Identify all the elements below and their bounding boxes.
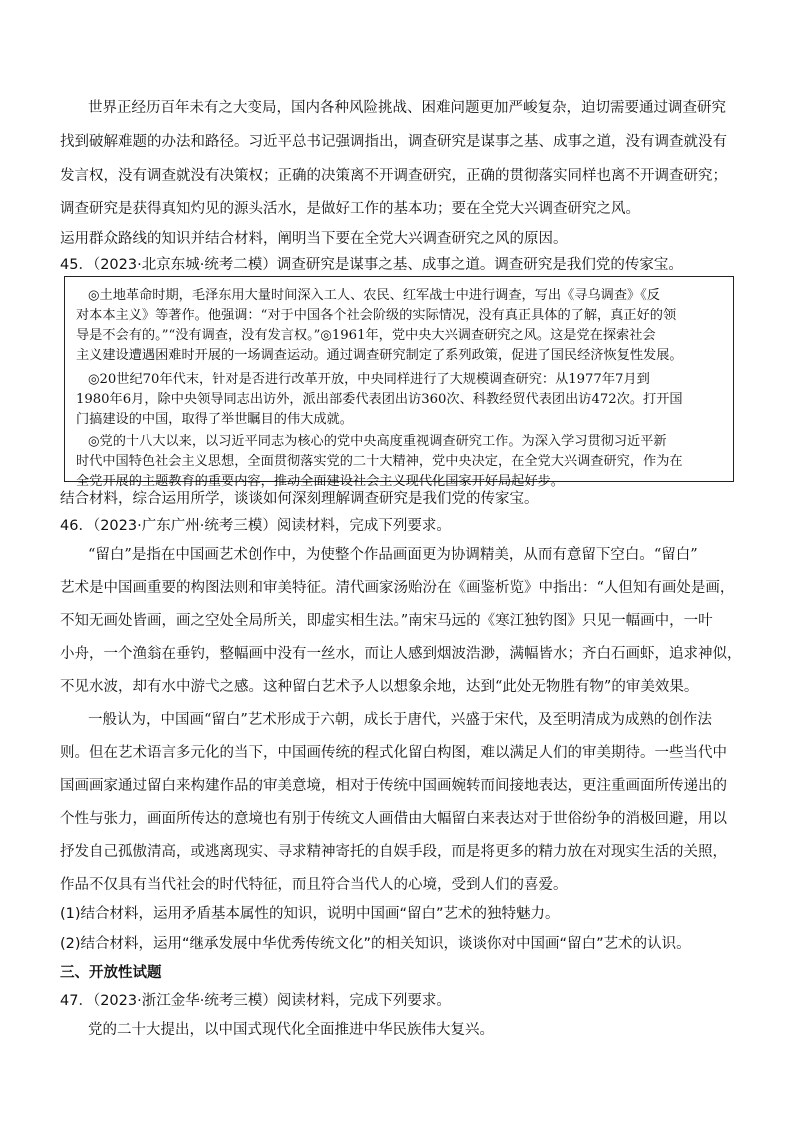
q46-material-line: 国画画家通过留白来构建作品的审美意境，相对于传统中国画婉转而间接地表达，更注重画面所传递出的	[60, 778, 727, 794]
box-line: 主义建设遭遇困难时开展的一场调查运动。通过调查研究制定了系列政策，促进了国民经济恢复性发展。	[76, 348, 683, 363]
q46-material-line: “留白”是指在中国画艺术创作中，为使整个作品画面更为协调精美，从而有意留下空白。“留白”	[88, 547, 698, 563]
q45-task: 结合材料，综合运用所学，谈谈如何深刻理解调查研究是我们党的传家宝。	[60, 491, 539, 507]
box-line: 导是不会有的。”“没有调查，没有发言权。”◎1961年，党中央大兴调查研究之风。这是党在探索社会	[76, 328, 656, 343]
q46-material-line: 小舟，一个渔翁在垂钓，整幅画中没有一丝水，而让人感到烟波浩渺，满幅皆水；齐白石画虾，追求神似，	[60, 646, 742, 662]
box-line: 1980年6月，除中央领导同志出访外，派出部委代表团出访360次、科教经贸代表团出访472次。打开国	[76, 392, 683, 407]
q46-subquestion-1: (1)结合材料，运用矛盾基本属性的知识，说明中国画“留白”艺术的独特魅力。	[60, 906, 560, 922]
box-line: 对本本主义》等著作。他强调：“对于中国各个社会阶级的实际情况，没有真正具体的了解，真正好的领	[76, 308, 677, 323]
box-line: ◎土地革命时期，毛泽东用大量时间深入工人、农民、红军战士中进行调查，写出《寻乌调查》《反	[88, 288, 660, 303]
box-line: ◎20世纪70年代末，针对是否进行改革开放，中央同样进行了大规模调查研究：从1977年7月到	[88, 372, 650, 387]
q46-material-line: 一般认为，中国画“留白”艺术形成于六朝，成长于唐代，兴盛于宋代，及至明清成为成熟的创作法	[88, 712, 712, 728]
q47-heading: 47．（2023·浙江金华·统考三模）阅读材料，完成下列要求。	[60, 993, 451, 1009]
q46-heading: 46．（2023·广东广州·统考三模）阅读材料，完成下列要求。	[60, 518, 451, 534]
q44-material-line: 找到破解难题的办法和路径。习近平总书记强调指出，调查研究是谋事之基、成事之道，没有调查就没有	[60, 134, 727, 150]
q46-material-line: 不见水波，却有水中游弋之感。这种留白艺术予人以想象余地，达到“此处无物胜有物”的审美效果。	[60, 679, 699, 695]
q46-material-line: 则。但在艺术语言多元化的当下，中国画传统的程式化留白构图，难以满足人们的审美期待。一些当代中	[60, 745, 727, 761]
q44-material-line: 世界正经历百年未有之大变局，国内各种风险挑战、困难问题更加严峻复杂，迫切需要通过调查研究	[88, 100, 726, 116]
q47-material-line: 党的二十大提出，以中国式现代化全面推进中华民族伟大复兴。	[88, 1022, 494, 1038]
q44-material-line: 发言权，没有调查就没有决策权；正确的决策离不开调查研究，正确的贯彻落实同样也离不开调查研究；	[60, 168, 727, 184]
section-heading: 三、开放性试题	[60, 965, 162, 981]
q46-material-line: 抒发自己孤傲清高，或逃离现实、寻求精神寄托的自娱手段，而是将更多的精力放在对现实生活的关照，	[60, 844, 727, 860]
box-line: 时代中国特色社会主义思想，全面贯彻落实党的二十大精神，党中央决定，在全党大兴调查研究，作为在	[76, 454, 683, 469]
q46-material-line: 作品不仅具有当代社会的时代特征，而且符合当代人的心境，受到人们的喜爱。	[60, 877, 568, 893]
box-line: 门搞建设的中国，取得了举世瞩目的伟大成就。	[76, 412, 353, 427]
q46-subquestion-2: (2)结合材料，运用“继承发展中华优秀传统文化”的相关知识，谈谈你对中国画“留白”艺术的认识。	[60, 936, 691, 952]
q44-material-line: 调查研究是获得真知灼见的源头活水，是做好工作的基本功；要在全党大兴调查研究之风。	[60, 201, 640, 217]
q46-material-line: 个性与张力，画面所传达的意境也有别于传统文人画借由大幅留白来表达对于世俗纷争的消极回避，用以	[60, 811, 727, 827]
q44-task: 运用群众路线的知识并结合材料，阐明当下要在全党大兴调查研究之风的原因。	[60, 231, 568, 247]
box-line: 全党开展的主题教育的重要内容，推动全面建设社会主义现代化国家开好局起好步。	[76, 474, 564, 489]
q46-material-line: 不知无画处皆画，画之空处全局所关，即虚实相生法。”南宋马远的《寒江独钓图》只见一幅画中，一叶	[60, 613, 713, 629]
q46-material-line: 艺术是中国画重要的构图法则和审美特征。清代画家汤贻汾在《画鉴析览》中指出：“人但知有画处是画，	[60, 580, 735, 596]
box-line: ◎党的十八大以来，以习近平同志为核心的党中央高度重视调查研究工作。为深入学习贯彻习近平新	[88, 434, 667, 449]
q45-heading: 45．（2023·北京东城·统考二模）调查研究是谋事之基、成事之道。调查研究是我们党的传家宝。	[60, 257, 683, 273]
